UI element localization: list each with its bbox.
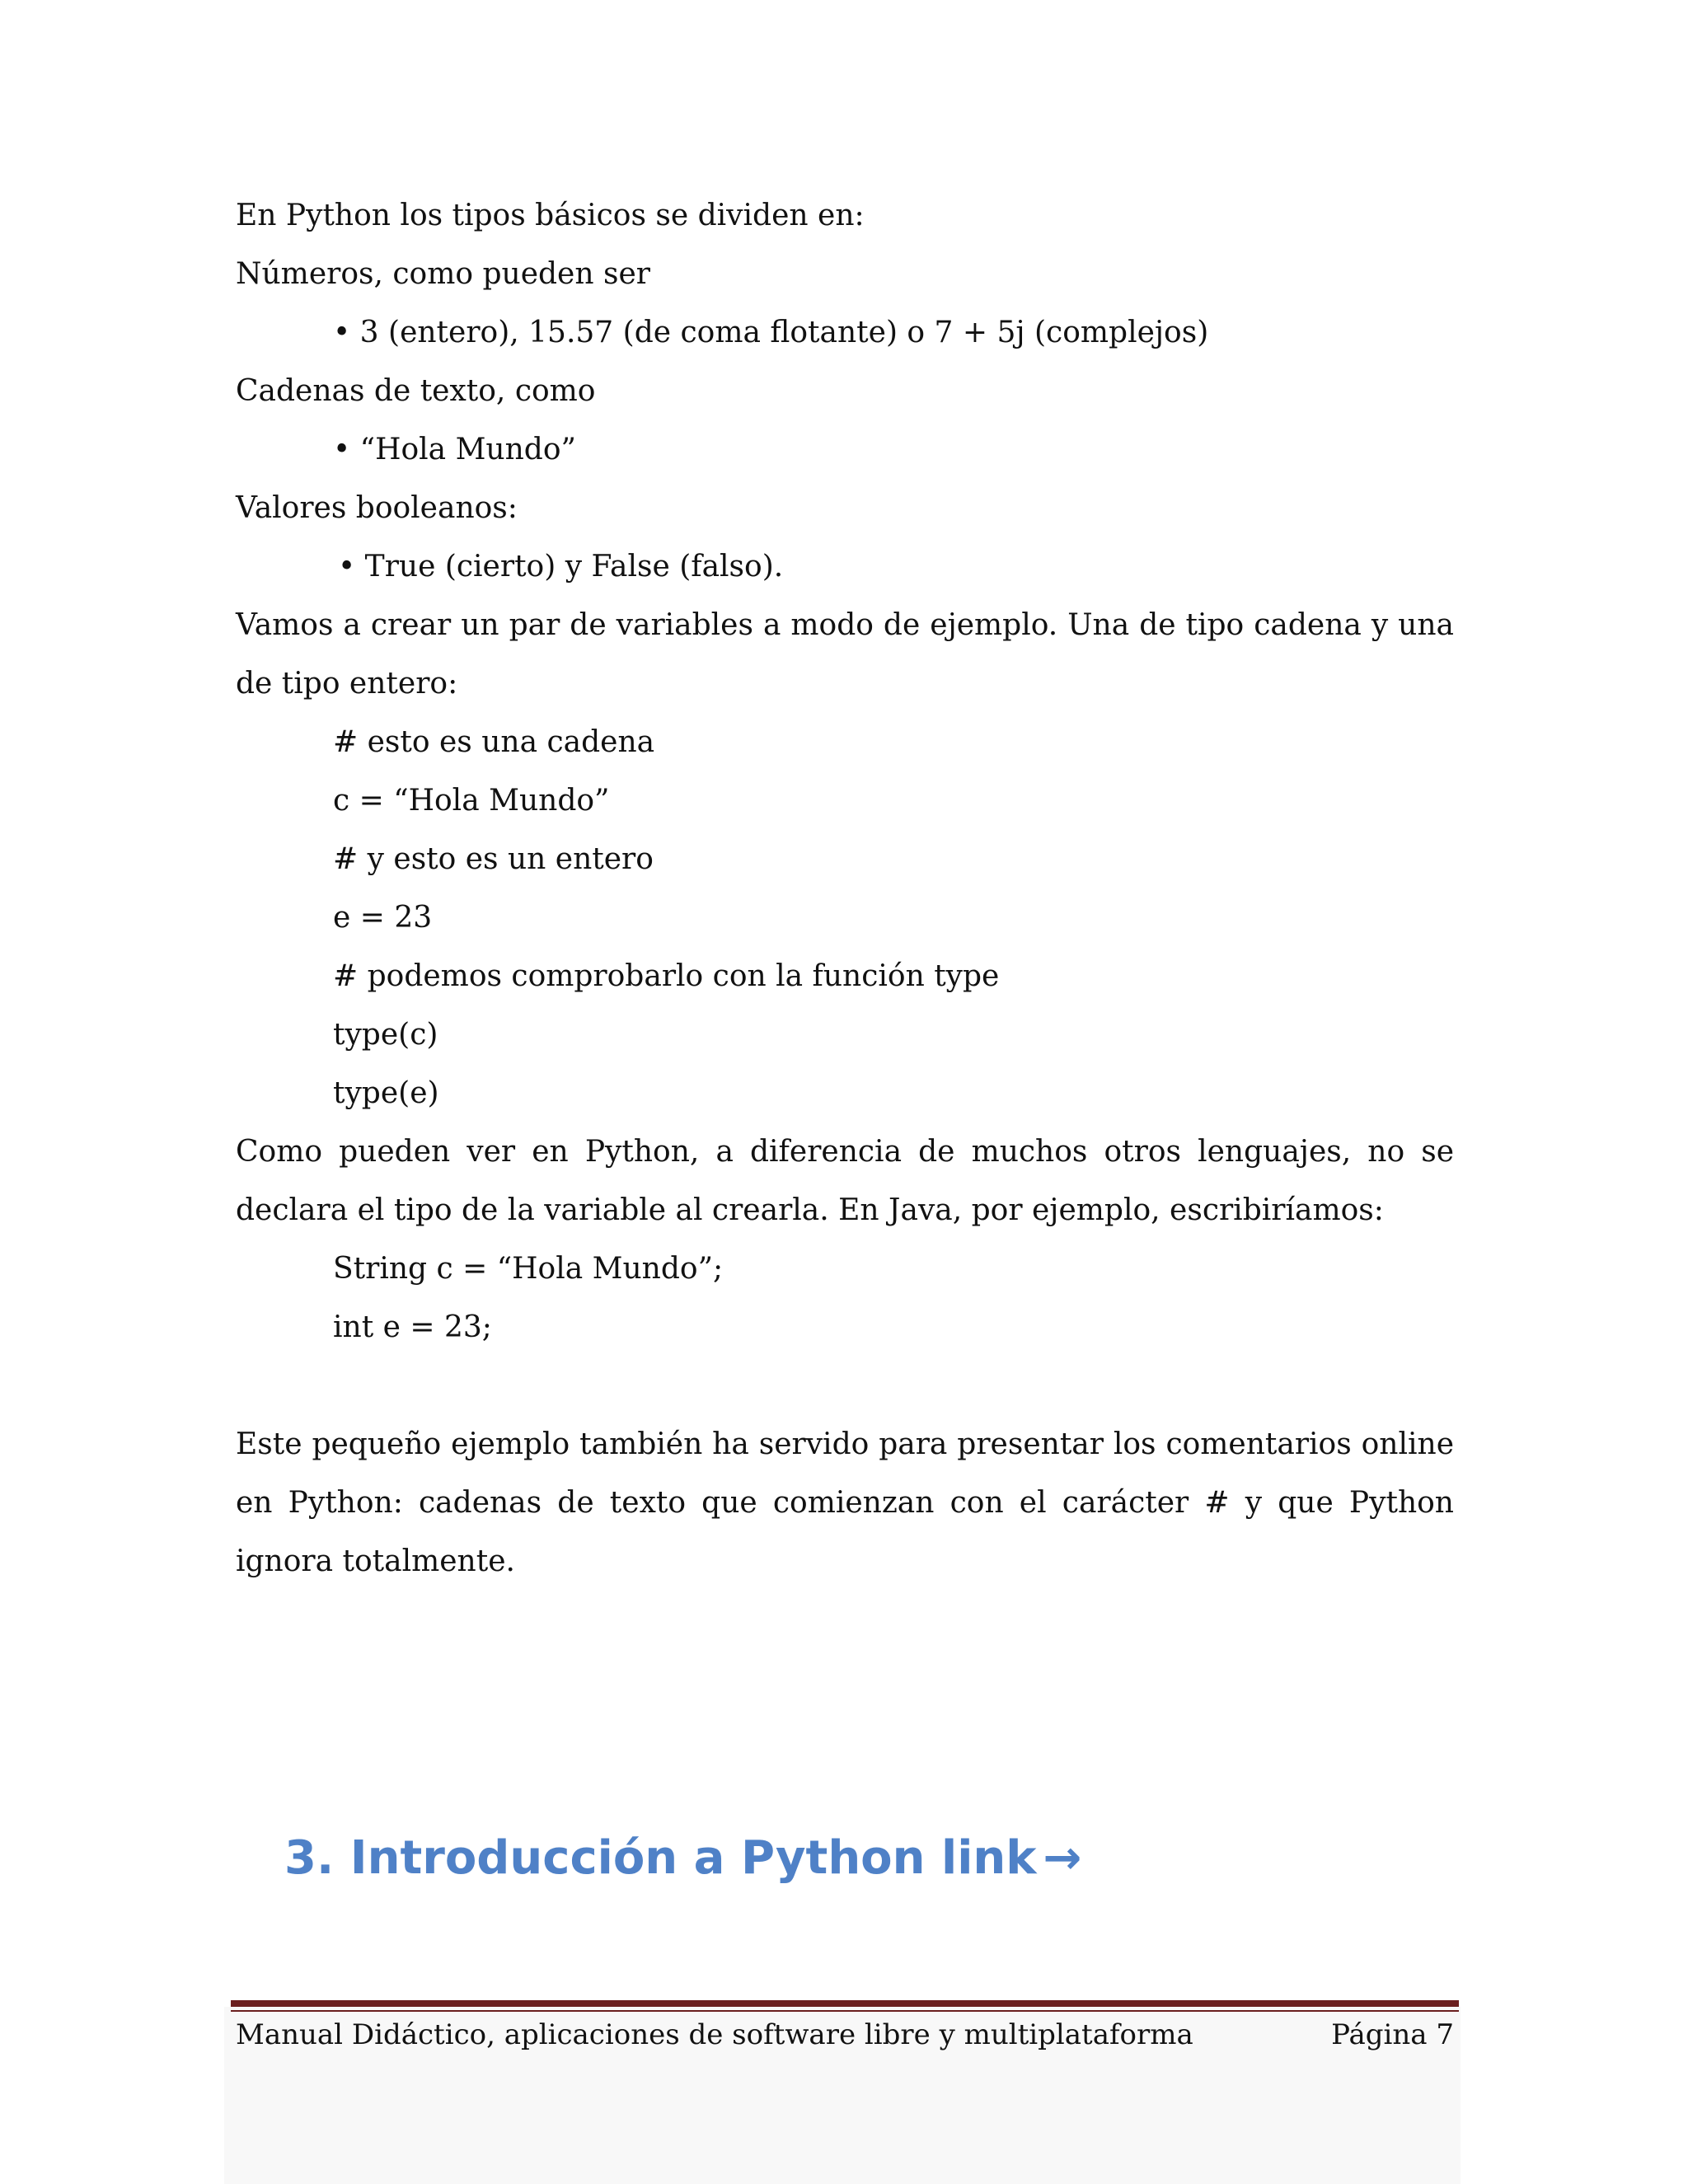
arrow-right-icon: →: [1043, 1831, 1082, 1885]
footer-rule-thick: [231, 2000, 1459, 2007]
footer-rule-thin: [231, 2010, 1459, 2012]
intro-text: En Python los tipos básicos se dividen en:: [236, 199, 865, 232]
numbers-label: Números, como pueden ser: [236, 257, 650, 291]
code-line: # esto es una cadena: [333, 725, 655, 759]
numbers-bullet: • 3 (entero), 15.57 (de coma flotante) o 7 + 5j (complejos): [333, 316, 1209, 349]
code-line: # y esto es un entero: [333, 842, 654, 876]
strings-bullet: • “Hola Mundo”: [333, 433, 576, 466]
page-body: [236, 186, 1454, 1591]
code-line: c = “Hola Mundo”: [333, 784, 610, 818]
strings-label: Cadenas de texto, como: [236, 374, 596, 408]
java-code-line: String c = “Hola Mundo”;: [333, 1252, 724, 1286]
section-link-introduccion-python[interactable]: [284, 1825, 1081, 1891]
comments-paragraph: Este pequeño ejemplo también ha servido para presentar los comentarios online en Python: cadenas de texto que comienzan con el carácter # y que Python ignora totalmente.: [236, 1427, 1454, 1578]
variables-paragraph: Vamos a crear un par de variables a modo de ejemplo. Una de tipo cadena y una de tipo entero:: [236, 608, 1454, 701]
java-paragraph: Como pueden ver en Python, a diferencia de muchos otros lenguajes, no se declara el tipo de la variable al crearla. En Java, por ejemplo, escribiríamos:: [236, 1135, 1454, 1227]
booleans-label: Valores booleanos:: [236, 491, 518, 525]
code-line: type(c): [333, 1018, 438, 1052]
code-line: type(e): [333, 1076, 439, 1110]
blank-line: [236, 1357, 1454, 1415]
java-code-line: int e = 23;: [333, 1310, 492, 1344]
page-number: Página 7: [1331, 2018, 1454, 2051]
booleans-bullet: • True (cierto) y False (falso).: [338, 550, 784, 583]
code-line: # podemos comprobarlo con la función type: [333, 959, 1000, 993]
code-line: e = 23: [333, 901, 433, 935]
footer-title: Manual Didáctico, aplicaciones de software libre y multiplataforma: [236, 2018, 1193, 2051]
section-link-text: 3. Introducción a Python link: [284, 1831, 1037, 1885]
